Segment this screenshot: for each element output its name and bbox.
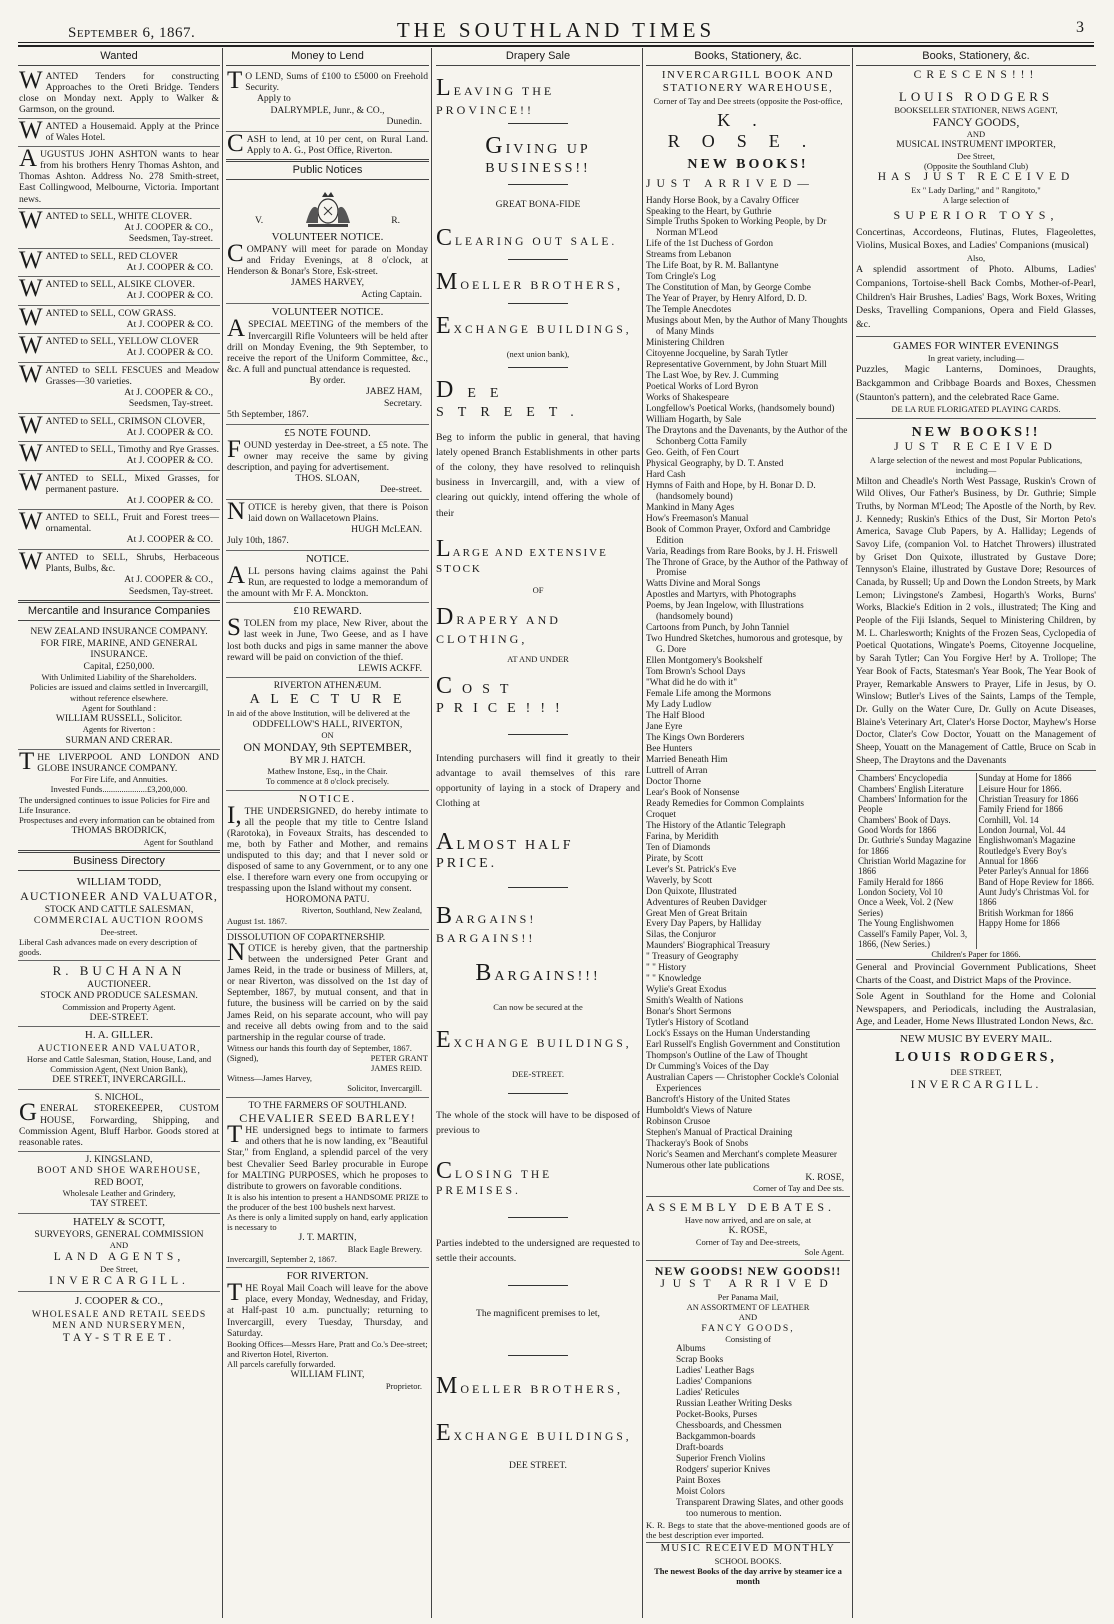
list-item: The Kings Own Borderers (646, 733, 745, 743)
list-item: " " History (646, 963, 687, 974)
ad-tenders: WANTED Tenders for constructing Approaches to the Oreti Bridge. Tenders close on Monday next. Apply to Walker & Garmson, on the ground. (18, 69, 220, 119)
book-list (646, 196, 850, 1172)
column-wanted (18, 48, 220, 1618)
section-heading-business: Business Directory (18, 853, 220, 871)
list-item: Christian Treasury for 1866 (978, 794, 1079, 805)
ad-housemaid: WANTED a Housemaid. Apply at the Prince of Wales Hotel. (18, 119, 220, 147)
section-heading-mercantile: Mercantile and Insurance Companies (18, 603, 220, 621)
ad-poison-notice: NOTICE is hereby given, that there is Poison laid down on Wallacetown Plains. HUGH McLEAN. July 10th, 1867. (226, 500, 429, 551)
list-item: Superior French Violins (676, 1454, 766, 1465)
section-heading-wanted: Wanted (18, 48, 220, 66)
list-item: Peter Parley's Annual for 1866 (978, 866, 1089, 877)
periodicals-table (856, 770, 1096, 949)
list-item: Thackeray's Book of Snobs (646, 1138, 749, 1149)
ad-ashton: AUGUSTUS JOHN ASHTON wants to hear from his brothers Henry Thomas Ashton, and Thomas Ashton. Address No. 278 Smith-street, East Collingwood, Melbourne, Victoria. Important news. (18, 147, 220, 208)
list-item: Englishwoman's Magazine (978, 835, 1076, 846)
list-item: Maunders' Biographical Treasury (646, 941, 771, 952)
section-heading-drapery: Drapery Sale (436, 48, 640, 66)
list-item: Chessboards, and Chessmen (676, 1421, 782, 1432)
list-item: Good Words for 1866 (858, 825, 937, 836)
ad-red-clover: WANTED to SELL, RED CLOVER At J. COOPER & CO. (18, 249, 220, 278)
list-item: Great Men of Great Britain (646, 908, 748, 919)
list-item: Chambers' Information for the People (858, 794, 968, 815)
ad-rifle-volunteers: VOLUNTEER NOTICE. ASPECIAL MEETING of the members of the Invercargill Rifle Volunteers will be held after drill on Monday Evening, the 9th September, to receive the report of the Uniform Committee, &c., &c. A full and punctual attendance is requested. By order. JABEZ HAM, Secretary. 5th September, 1867. (226, 304, 429, 424)
column-books-rose: Books, Stationery, &c. INVERCARGILL BOOK AND STATIONERY WAREHOUSE, Corner of Tay and Dee streets (opposite the Post-office, K. ROSE. NEW BOOKS! JUST ARRIVED— Handy Horse Book, by a Cavalry Officer Speaking to the Heart, by Guthrie Simple Truths Spoken to Working People, by Dr Norman M'Leod Life of the 1st Duchess of Gordon Streams from Lebanon The Life Boat, by R. M. Ballantyne Tom Cringle's Log The Constitution of Man, by George Combe The Year of Prayer, by Henry Alford, D. D. The Temple Anecdotes Musings about Men, by the Author of Many Thoughts of Many Minds Ministering Children Citoyenne Jocqueline, by Sarah Tytler Representative Government, by John Stuart Mill The Last Woe, by Rev. J. Cumming Poetical Works of Lord Byron Works of Shakespeare Longfellow's Poetical Works, (handsomely bound) William Hogarth, by Sale The Draytons and the Davenants, by the Author of the Schonberg Cotta Family Geo. Geith, of Fen Court Physical Geography, by D. T. Ansted Hard Cash Hymns of Faith and Hope, by H. Bonar D. D. (handsomely bound) Mankind in Many Ages How's Freemason's Manual Book of Common Prayer, Oxford and Cambridge Edition Varia, Readings from Rare Books, by J. H. Friswell The Throne of Grace, by the Author of the Pathway of Promise Watts Divine and Moral Songs Apostles and Martyrs, with Photographs Poems, by Jean Ingelow, with Illustrations (handsomely bound) Cartoons from Punch, by John Tanniel Two Hundred Sketches, humorous and grotesque, by G. Dore Ellen Montgomery's Bookshelf Tom Brown's School Days "What did he do with it" Female Life among the Mormons My Lady Ludlow The Half Blood Jane Eyre The Kings Own Borderers Bee Hunters Married Beneath Him Luttrell of Arran Doctor Thorne Lear's Book of Nonsense Ready Remedies for Common Complaints Croquet The History of the Atlantic Telegraph Farina, by Meridith Ten of Diamonds Pirate, by Scott Lever's St. Patrick's Eve Waverly, by Scott Don Quixote, Illustrated Adventures of Reuben Davidger Great Men of Great Britain Every Day Papers, by Halliday Silas, the Conjuror Maunders' Biographical Treasury " Treasury of Geography " " History " " Knowledge Wylie's Great Exodus Smith's Wealth of Nations Bonar's Short Sermons Tytler's History of Scotland Lock's Essays on the Human Understanding Earl Russell's English Government and Constitution Thompson's Outline of the Law of Thought Dr Cumming's Voices of the Day Australian Capers — Christopher Cockle's Colonial Experiences Bancroft's History of the United States Humboldt's Views of Nature Robinson Crusoe Stephen's Manual of Practical Draining Thackeray's Book of Snobs Noric's Seamen and Merchant's complete Measurer Numerous other late publications K. ROSE, Corner of Tay and Dee sts. ASSEMBLY DEBATES. Have now arrived, and are on sale, at K. ROSE, Corner of Tay and Dee-streets, Sole Agent. NEW GOODS! NEW GOODS!! JUST ARRIVED Per Panama Mail, AN ASSORTMENT OF LEATHER AND FANCY GOODS, Consisting of Albums Scrap Books Ladies' Leather Bags Ladies' Companions Ladies' Reticules Russian Leather Writing Desks Pocket-Books, Purses Chessboards, and Chessmen Backgammon-boards Draft-boards Superior French Violins Rodgers' superior Knives Paint Boxes Moist Colors Transparent Drawing Slates, and other goods too numerous to mention. K. R. Begs to state that the above-mentioned goods are of the best description ever imported. MUSIC RECEIVED MONTHLY SCHOOL BOOKS. The newest Books of the day arrive by steamer ice a month (646, 50, 850, 1587)
list-item: Happy Home for 1866 (978, 918, 1060, 929)
periodicals-right (977, 773, 1097, 949)
list-item: Married Beneath Him (646, 754, 728, 765)
list-item: Pirate, by Scott (646, 853, 704, 864)
list-item: Albums (676, 1344, 706, 1355)
list-item: Ministering Children (646, 338, 725, 349)
list-item: Speaking to the Heart, by Guthrie (646, 206, 772, 217)
list-item: Life of the 1st Duchess of Gordon (646, 239, 774, 250)
list-item: Smith's Wealth of Nations (646, 996, 744, 1007)
list-item: Routledge's Every Boy's Annual for 1866 (978, 845, 1067, 867)
list-item: Geo. Geith, of Fen Court (646, 447, 739, 458)
list-item: Draft-boards (676, 1443, 724, 1454)
page-number: 3 (1076, 19, 1084, 36)
masthead (18, 16, 1094, 40)
ad-reward: £10 REWARD. STOLEN from my place, New River, about the last week in June, Two Geese, and as I have lost both ducks and pigs in same manner the above reward will be paid on conviction of the thief. LEWIS ACKFF. (226, 603, 429, 678)
ad-pahi-run-notice: NOTICE. ALL persons having claims against the Pahi Run, are requested to lodge a memorandum of the amount with Mr F. A. Monckton. (226, 551, 429, 603)
list-item: Transparent Drawing Slates, and other goods too numerous to mention. (676, 1497, 844, 1519)
list-item: "What did he do with it" (646, 678, 737, 689)
list-item: Luttrell of Arran (646, 765, 708, 776)
ad-yellow-clover: WANTED to SELL, YELLOW CLOVER At J. COOPER & CO. (18, 334, 220, 363)
list-item: Bonar's Short Sermons (646, 1007, 732, 1018)
ad-seed-barley: TO THE FARMERS OF SOUTHLAND. CHEVALIER SEED BARLEY! THE undersigned begs to intimate to farmers and others that he is now landing, ex "Beautiful Star," from England, a splendid parcel of the very best Chevalier Seed Barley procurable in Europe for MALTING PURPOSES, which he proposes to distribute to growers on favorable conditions. It is also his intention to present a HANDSOME PRIZE to the producer of the best 100 bushels next harvest. As there is only a limited supply on hand, early application is necessary to J. T. MARTIN, Black Eagle Brewery. Invercargill, September 2, 1867. (226, 1098, 429, 1269)
list-item: Poems, by Jean Ingelow, with Illustrations (handsomely bound) (646, 601, 804, 623)
list-item: Tom Brown's School Days (646, 667, 746, 678)
list-item: The Temple Anecdotes (646, 305, 732, 316)
list-item: Tytler's History of Scotland (646, 1018, 749, 1029)
list-item: The Throne of Grace, by the Author of the Pathway of Promise (646, 557, 848, 579)
ad-riverton-coach: FOR RIVERTON. THE Royal Mail Coach will leave for the above place, every Monday, Wednesday, and Friday, at Half-past 10 a.m. punctually; returning to Invercargill, every Tuesday, Thursday, and Saturday. Booking Offices—Messrs Hare, Pratt and Co.'s Dee-street; and Riverton Hotel, Riverton. All parcels carefully forwarded. WILLIAM FLINT, Proprietor. (227, 1270, 428, 1391)
list-item: Chambers' Book of Days. (858, 814, 951, 825)
section-heading-money: Money to Lend (226, 48, 429, 66)
masthead-rule-thick (18, 45, 1094, 47)
ad-alsike-clover: WANTED to SELL, ALSIKE CLOVER. At J. COOPER & CO. (18, 277, 220, 306)
masthead-rule (18, 42, 1094, 43)
column-divider (431, 48, 432, 1618)
list-item: Cartoons from Punch, by John Tanniel (646, 623, 790, 634)
list-item: Mankind in Many Ages (646, 502, 735, 513)
ad-cow-grass: WANTED to SELL, COW GRASS. At J. COOPER & CO. (18, 306, 220, 335)
list-item: The Last Woe, by Rev. J. Cumming (646, 371, 779, 382)
ad-fruit-trees: WANTED to SELL, Fruit and Forest trees—ornamental. At J. COOPER & CO. (18, 510, 220, 550)
goods-list (646, 1344, 850, 1520)
list-item: British Workman for 1866 (978, 907, 1074, 918)
list-item: Varia, Readings from Rare Books, by J. H. Friswell (646, 546, 838, 557)
list-item: William Hogarth, by Sale (646, 414, 742, 425)
list-item: Lever's St. Patrick's Eve (646, 864, 737, 875)
list-item: " " Knowledge (646, 974, 702, 985)
list-item: Humboldt's Views of Nature (646, 1105, 753, 1116)
list-item: Scrap Books (676, 1355, 724, 1366)
ad-timothy: WANTED to SELL, Timothy and Rye Grasses. At J. COOPER & CO. (18, 442, 220, 471)
list-item: Tom Cringle's Log (646, 272, 716, 283)
list-item: Aunt Judy's Christmas Vol. for 1866 (978, 887, 1090, 908)
list-item: Band of Hope Review for 1866. (978, 876, 1094, 887)
list-item: Bancroft's History of the United States (646, 1094, 790, 1105)
ad-white-clover: WANTED to SELL, WHITE CLOVER. At J. COOPER & CO., Seedsmen, Tay-street. (18, 209, 220, 249)
list-item: Christian World Magazine for 1866 (858, 856, 966, 877)
list-item: Female Life among the Mormons (646, 689, 771, 700)
ad-dalrymple: TO LEND, Sums of £100 to £5000 on Freehold Security. Apply to DALRYMPLE, Junr., & CO., Dunedin. (226, 69, 429, 132)
list-item: Russian Leather Writing Desks (676, 1399, 792, 1410)
column-divider (642, 48, 643, 1618)
list-item: Robinson Crusoe (646, 1116, 711, 1127)
list-item: Rodgers' superior Knives (676, 1464, 771, 1475)
list-item: Thompson's Outline of the Law of Thought (646, 1051, 808, 1062)
ad-centre-island-notice: NOTICE. I,THE UNDERSIGNED, do hereby intimate to all the people that my title to Centre Island (Rarotoka), in Foveaux Straits, has descended to me, both by Father and Mother, and remains undisputed to this day; and that I never sold or disposed of same to any Government, or to any one else. I therefore warn every one from occupying or trespassing upon the Island without my consent. HOROMONA PATU. Riverton, Southland, New Zealand, August 1st. 1867. (226, 791, 429, 930)
list-item: The History of the Atlantic Telegraph (646, 820, 786, 831)
list-item: Chambers' Encyclopedia (858, 773, 948, 784)
list-item: Chambers' English Literature (858, 783, 964, 794)
list-item: Farina, by Meridith (646, 831, 719, 842)
ad-buchanan: R. BUCHANAN AUCTIONEER. STOCK AND PRODUCE SALESMAN. Commission and Property Agent. DEE-STREET. (18, 961, 220, 1027)
list-item: Apostles and Martyrs, with Photographs (646, 590, 797, 601)
ad-shrubs: WANTED to SELL, Shrubs, Herbaceous Plants, Bulbs, &c. At J. COOPER & CO., Seedsmen, Tay-street. (18, 550, 220, 603)
list-item: The Young Englishwomen (858, 918, 954, 929)
list-item: Streams from Lebanon (646, 250, 732, 261)
list-item: Waverly, by Scott (646, 875, 713, 886)
list-item: Dr Cumming's Voices of the Day (646, 1062, 769, 1073)
ad-note-found: £5 NOTE FOUND. FOUND yesterday in Dee-street, a £5 note. The owner may receive the same by giving description, and paying for advertisement. THOS. SLOAN, Dee-street. (226, 425, 429, 500)
ad-dissolution: DISSOLUTION OF COPARTNERSHIP. NOTICE is hereby given, that the partnership between the undersigned Peter Grant and James Reid, in the trade or business of Millers, at, or near Riverton, was dissolved on the 1st day of September, 1867, by mutual consent, and that in future, the business will be carried on by the said James Reid, on his separate account, who will pay and receive all debts owing from and to the said partnership in the regular course of trade. Witness our hands this fourth day of September, 1867. (Signed), PETER GRANT JAMES REID. Witness—James Harvey, Solicitor, Invercargill. (226, 930, 429, 1098)
list-item: London Society, Vol 10 (858, 887, 943, 898)
list-item: Hymns of Faith and Hope, by H. Bonar D. D. (handsomely bound) (646, 480, 816, 502)
list-item: London Journal, Vol. 44 (978, 825, 1066, 836)
column-divider (852, 48, 853, 1618)
ad-fescues: WANTED to SELL FESCUES and Meadow Grasses—30 varieties. At J. COOPER & CO., Seedsmen, Tay-street. (18, 363, 220, 414)
list-item: Noric's Seamen and Merchant's complete Measurer (646, 1149, 838, 1160)
list-item: Dr. Guthrie's Sunday Magazine for 1866 (858, 835, 972, 856)
ad-nz-insurance: NEW ZEALAND INSURANCE COMPANY. FOR FIRE, MARINE, AND GENERAL INSURANCE. Capital, £250,000. With Unlimited Liability of the Shareholders. Policies are issued and claims settled in Invercargill, without reference elsewhere. Agent for Southland : WILLIAM RUSSELL, Solicitor. Agents for Riverton : SURMAN AND CRERAR. (18, 624, 220, 750)
list-item: Poetical Works of Lord Byron (646, 382, 759, 392)
list-item: Lock's Essays on the Human Understanding (646, 1029, 811, 1040)
list-item: My Lady Ludlow (646, 700, 712, 711)
royal-crest-row: V. R. (227, 187, 428, 231)
column-public-notices (226, 48, 429, 1618)
list-item: Cornhill, Vol. 14 (978, 814, 1039, 825)
list-item: Leisure Hour for 1866. (978, 783, 1062, 794)
list-item: The Year of Prayer, by Henry Alford, D. D. (646, 294, 807, 305)
list-item: Ladies' Companions (676, 1377, 752, 1388)
ad-liverpool-insurance: THE LIVERPOOL AND LONDON AND GLOBE INSURANCE COMPANY. For Fire Life, and Annuities. Invested Funds.....................£3,200,000. The undersigned continues to issue Policies for Fire and Life Insurance. Prospectuses and every information can be obtained from THOMAS BRODRICK, Agent for Southland (18, 750, 220, 853)
list-item: Bee Hunters (646, 743, 693, 754)
list-item: Book of Common Prayer, Oxford and Cambridge Edition (646, 524, 831, 546)
list-item: Once a Week, Vol. 2 (New Series) (858, 897, 954, 918)
list-item: Wylie's Great Exodus (646, 985, 727, 996)
list-item: Every Day Papers, by Halliday (646, 919, 762, 930)
list-item: Backgammon-boards (676, 1432, 756, 1443)
ad-hately-scott: HATELY & SCOTT, SURVEYORS, GENERAL COMMISSION AND LAND AGENTS, Dee Street, INVERCARGILL. (18, 1214, 220, 1293)
list-item: The Half Blood (646, 711, 705, 722)
list-item: Musings about Men, by the Author of Many Thoughts of Many Minds (646, 316, 848, 338)
list-item: Lear's Book of Nonsense (646, 787, 740, 798)
list-item: Ladies' Reticules (676, 1388, 740, 1399)
ad-giller: H. A. GILLER. AUCTIONEER AND VALUATOR, Horse and Cattle Salesman, Station, House, Land, and Commission Agent, (Next Union Bank), DEE STREET, INVERCARGILL. (18, 1027, 220, 1090)
ad-crimson-clover: WANTED to SELL, CRIMSON CLOVER, At J. COOPER & CO. (18, 414, 220, 443)
list-item: Simple Truths Spoken to Working People, by Dr Norman M'Leod (646, 217, 827, 239)
list-item: Ellen Montgomery's Bookshelf (646, 656, 763, 667)
list-item: Handy Horse Book, by a Cavalry Officer (646, 195, 799, 206)
list-item: Ready Remedies for Common Complaints (646, 798, 805, 809)
list-item: Sunday at Home for 1866 (978, 773, 1072, 784)
ad-volunteer-notice: V. R. VOLUNTEER NOTICE. COMPANY will meet for parade on Monday and Friday Evenings, at 8 o'clock, at Henderson & Bonar's Store, Esk-street. JAMES HARVEY, Acting Captain. (226, 183, 429, 304)
list-item: Paint Boxes (676, 1475, 721, 1486)
ad-kingsland: J. KINGSLAND, BOOT AND SHOE WAREHOUSE, RED BOOT, Wholesale Leather and Grindery, TAY STREET. (18, 1152, 220, 1214)
list-item: Pocket-Books, Purses (676, 1410, 758, 1421)
list-item: Adventures of Reuben Davidger (646, 897, 767, 908)
ad-riverton-athenaeum: RIVERTON ATHENÆUM. A L E C T U R E In aid of the above Institution, will be delivered at the ODDFELLOW'S HALL, RIVERTON, ON ON MONDAY, 9th SEPTEMBER, BY MR J. HATCH. Mathew Instone, Esq., in the Chair. To commence at 8 o'clock precisely. (226, 678, 429, 790)
section-heading-public-notices: Public Notices (226, 162, 429, 180)
ad-nichol: S. NICHOL, GENERAL STOREKEEPER, CUSTOM HOUSE, Forwarding, Shipping, and Commission Agent, Bluff Harbor. Goods stored at reasonable rates. (18, 1090, 220, 1152)
list-item: Longfellow's Poetical Works, (handsomely bound) (646, 403, 835, 414)
section-heading-books: Books, Stationery, &c. (646, 48, 850, 66)
list-item: Two Hundred Sketches, humorous and grotesque, by G. Dore (646, 634, 843, 656)
list-item: Representative Government, by John Stuart Mill (646, 360, 827, 371)
ad-cash-to-lend: CASH to lend, at 10 per cent, on Rural Land. Apply to A. G., Post Office, Riverton. (226, 132, 429, 162)
list-item: Doctor Thorne (646, 776, 701, 787)
list-item: Works of Shakespeare (646, 392, 729, 403)
list-item: Watts Divine and Moral Songs (646, 579, 761, 590)
list-item: Cassell's Family Paper, Vol. 3, 1866, (New Series.) (858, 928, 968, 949)
list-item: Silas, the Conjuror (646, 930, 716, 941)
list-item: Australian Capers — Christopher Cockle's Colonial Experiences (646, 1073, 840, 1094)
list-item: Family Friend for 1866 (978, 804, 1063, 815)
list-item: Earl Russell's English Government and Constitution (646, 1040, 841, 1051)
list-item: The Life Boat, by R. M. Ballantyne (646, 261, 779, 272)
list-item: Stephen's Manual of Practical Draining (646, 1127, 793, 1138)
list-item: The Draytons and the Davenants, by the Author of the Schonberg Cotta Family (646, 425, 848, 447)
column-drapery-sale: Drapery Sale LEAVING THE PROVINCE!! GIVING UP BUSINESS!! GREAT BONA-FIDE CLEARING OUT SALE. MOELLER BROTHERS, EXCHANGE BUILDINGS, (next union bank), DEE STREET. Beg to inform the public in general, that having lately opened Branch Establishments in other parts of the colony, they have resolved to relinquish business in Invercargill, and, with a view of clearing out quickly, intend offering the whole of their LARGE AND EXTENSIVE STOCK OF DRAPERY AND CLOTHING, AT AND UNDER COST PRICE!!! Intending purchasers will find it greatly to their advantage to avail themselves of this rare opportunity of laying in a stock of Drapery and Clothing at ALMOST HALF PRICE. BARGAINS! BARGAINS!! BARGAINS!!! Can now be secured at the EXCHANGE BUILDINGS, DEE-STREET. The whole of the stock will have to be disposed of previous to CLOSING THE PREMISES. Parties indebted to the undersigned are requested to settle their accounts. The magnificent premises to let, MOELLER BROTHERS, EXCHANGE BUILDINGS, DEE STREET. (436, 50, 640, 1471)
ad-cooper-co: J. COOPER & CO., WHOLESALE AND RETAIL SEEDS MEN AND NURSERYMEN, TAY-STREET. (31, 1295, 207, 1344)
list-item: How's Freemason's Manual (646, 513, 749, 524)
newspaper-title: THE SOUTHLAND TIMES (396, 18, 716, 42)
section-heading-books-2: Books, Stationery, &c. (856, 48, 1096, 66)
ad-william-todd: WILLIAM TODD, AUCTIONEER AND VALUATOR, STOCK AND CATTLE SALESMAN, COMMERCIAL AUCTION ROOMS Dee-street. Liberal Cash advances made on every description of goods. (18, 874, 220, 961)
column-divider (222, 48, 223, 1618)
list-item: Don Quixote, Illustrated (646, 886, 737, 897)
list-item: Croquet (646, 809, 676, 820)
list-item: Ladies' Leather Bags (676, 1366, 755, 1377)
list-item: Hard Cash (646, 469, 686, 480)
periodicals-left (856, 773, 977, 949)
list-item: Ten of Diamonds (646, 842, 711, 853)
list-item: Family Herald for 1866 (858, 876, 944, 887)
list-item: The Constitution of Man, by George Combe (646, 283, 811, 294)
list-item: Moist Colors (676, 1486, 725, 1497)
list-item: Numerous other late publications (646, 1160, 770, 1171)
list-item: Citoyenne Jocqueline, by Sarah Tytler (646, 349, 788, 360)
list-item: Jane Eyre (646, 722, 683, 733)
ad-mixed-grasses: WANTED to SELL, Mixed Grasses, for permanent pasture. At J. COOPER & CO. (18, 471, 220, 511)
issue-date: September 6, 1867. (68, 25, 196, 41)
royal-crest-icon (298, 187, 358, 229)
column-books-rodgers: Books, Stationery, &c. CRESCENS!!! LOUIS RODGERS BOOKSELLER STATIONER, NEWS AGENT, FANCY GOODS, AND MUSICAL INSTRUMENT IMPORTER, Dee Street, (Opposite the Southland Club) HAS JUST RECEIVED Ex " Lady Darling," and " Rangitoto," A large selection of SUPERIOR TOYS, Concertinas, Accordeons, Flutinas, Flutes, Flageolettes, Violins, Musical Boxes, and Ladies' Companions (musical) Also, A splendid assortment of Photo. Albums, Ladies' Companions, Tortoise-shell Back Combs, Mother-of-Pearl, Children's Hair Brushes, Ladies' Bags, Work Boxes, Writing Desks, Travelling Companions, Opera and Field Glasses, &c. GAMES FOR WINTER EVENINGS In great variety, including— Puzzles, Magic Lanterns, Dominoes, Draughts, Backgammon and Cribbage Boards and Boxes, Chessmen (Staunton's pattern), and the celebrated Race Game. DE LA RUE FLORIGATED PLAYING CARDS. NEW BOOKS!! JUST RECEIVED A large selection of the newest and most Popular Publications, including— Milton and Cheadle's North West Passage, Ruskin's Crown of Wild Olives, Our Father's Business, by Dr. Guthrie; Simple Truths, by Norman M'Leod; The Apostle of the North, by Rev. J. Kennedy; Ruskin's Ethics of the Dust, Sir Morton Peto's America, Savage Club Papers, by A. Halliday; Legends of Savoy Life, (companion Vol. to Hatchet Throwers) illustrated by Griset Don Quixote, illustrated by Gustave Dore; Tennyson's Elaine, illustrated by Gustave Dore; Resources of Canada, by Russell; Up and Down the London Streets, by Mark Lemon; Livingstone's Zambesi, Hogarth's Works, Burns' Works, Blackie's Edition in 2 vols., illustrated; The King and People of the Fiji Islands, Sequel to Ministering Children, by M. L. Charlesworth; Knights of the Frozen Seas, Cyclopedia of Poetical Quotations, Wingate's Poems, Citoyenne Jocqueline, by Sarah Tytler; Can You Forgive Her! by A. Trollope; The Year Book of Facts, Statesman's Year Book, The Year Book of Prayer, Remarkable Answers to Prayer, Life in Jesus, by O. Winslow; Butler's Lives of the Saints, Lamps of the Temple, Dr. Gully on the Water Cure, Dr. Gully on Acute Diseases, Blaine's Veterinary Art, Clater's Horse Doctor, Mayhew's Horse Doctor, Clater's Cow Doctor, Youatt on the Management of Sheep, Youatt on the Management of Cattle, Bruce on Scab in Sheep, The Draytons and the Davenants Chambers' Encyclopedia Chambers' English Literature Chambers' Information for the People Chambers' Book of Days. Good Words for 1866 Dr. Guthrie's Sunday Magazine for 1866 Christian World Magazine for 1866 Family Herald for 1866 London Society, Vol 10 Once a Week, Vol. 2 (New Series) The Young Englishwomen Cassell's Family Paper, Vol. 3, 1866, (New Series.) Sunday at Home for 1866 Leisure Hour for 1866. Christian Treasury for 1866 Family Friend for 1866 Cornhill, Vol. 14 London Journal, Vol. 44 Englishwoman's Magazine Routledge's Every Boy's Annual for 1866 Peter Parley's Annual for 1866 Band of Hope Review for 1866. Aunt Judy's Christmas Vol. for 1866 British Workman for 1866 Happy Home for 1866 Children's Paper for 1866. General and Provincial Government Publications, Sheet Charts of the Coast, and District Maps of the Province. Sole Agent in Southland for the Home and Colonial Newspapers, and Periodicals, including the Australasian, Age, and Leader, Home News Illustrated London News, &c. NEW MUSIC BY EVERY MAIL. LOUIS RODGERS, DEE STREET, INVERCARGILL. (856, 50, 1096, 1092)
list-item: Physical Geography, by D. T. Ansted (646, 458, 784, 469)
list-item: " Treasury of Geography (646, 952, 739, 963)
